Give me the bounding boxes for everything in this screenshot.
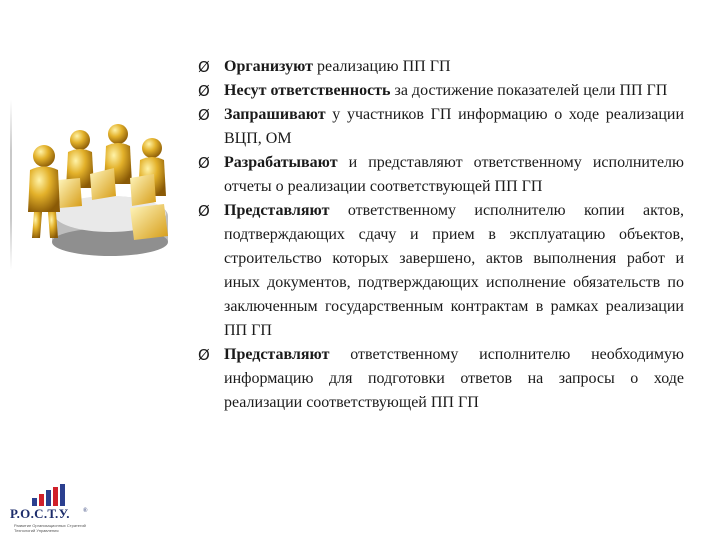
list-item-keyword: Представляют bbox=[224, 346, 330, 363]
list-item bbox=[198, 103, 684, 151]
list-item-text bbox=[224, 103, 684, 151]
left-divider bbox=[10, 100, 12, 270]
list-item bbox=[198, 343, 684, 415]
list-item bbox=[198, 79, 684, 103]
list-item-text bbox=[224, 79, 684, 103]
logo-bar bbox=[53, 487, 58, 506]
list-item-body: ответственному исполнителю копии актов, подтверждающих сдачу и прием в эксплуатацию объектов, строительство которых завершено, актов выполнения работ и иных документов, подтверждающих исполнение обязательств по заключенным государственным контрактам в рамках реализации ПП ГП bbox=[224, 202, 684, 339]
list-item-text bbox=[224, 55, 684, 79]
list-item-body: за достижение показателей цели ПП ГП bbox=[390, 82, 668, 99]
logo-bars-icon bbox=[30, 484, 70, 506]
arrow-bullet-icon: Ø bbox=[198, 82, 210, 100]
list-item-body: реализацию ПП ГП bbox=[313, 58, 451, 75]
logo-bar bbox=[46, 490, 51, 506]
list-item-text bbox=[224, 151, 684, 199]
list-item-text bbox=[224, 199, 684, 343]
list-item-keyword: Запрашивают bbox=[224, 106, 326, 123]
list-item-keyword: Несут ответственность bbox=[224, 82, 391, 99]
golden-team-at-computers-icon bbox=[18, 108, 186, 258]
logo-bar bbox=[39, 494, 44, 506]
list-item-keyword: Организуют bbox=[224, 58, 314, 75]
list-item-keyword: Представляют bbox=[224, 202, 330, 219]
company-logo bbox=[10, 484, 90, 538]
logo-bar bbox=[32, 498, 37, 506]
responsibilities-list bbox=[198, 55, 684, 415]
registered-mark: ® bbox=[83, 508, 88, 514]
list-item-body: ответственному исполнителю необходимую информацию для подготовки ответов на запросы о ходе реализации соответствующей ПП ГП bbox=[224, 346, 684, 411]
arrow-bullet-icon: Ø bbox=[198, 154, 210, 172]
list-item-body: у участников ГП информацию о ходе реализации ВЦП, ОМ bbox=[224, 106, 684, 147]
list-item bbox=[198, 199, 684, 343]
list-item-text bbox=[224, 343, 684, 415]
logo-subtitle: Развитие Организационных Стратегий Технологий Управления bbox=[14, 523, 86, 533]
arrow-bullet-icon: Ø bbox=[198, 58, 210, 76]
logo-name: Р.О.С.Т.У. bbox=[10, 506, 70, 521]
list-item-keyword: Разрабатывают bbox=[224, 154, 338, 171]
list-item bbox=[198, 55, 684, 79]
arrow-bullet-icon: Ø bbox=[198, 202, 210, 220]
arrow-bullet-icon: Ø bbox=[198, 106, 210, 124]
list-item bbox=[198, 151, 684, 199]
list-item-body: и представляют ответственному исполнителю отчеты о реализации соответствующей ПП ГП bbox=[224, 154, 684, 195]
logo-bar bbox=[60, 484, 65, 506]
arrow-bullet-icon: Ø bbox=[198, 346, 210, 364]
